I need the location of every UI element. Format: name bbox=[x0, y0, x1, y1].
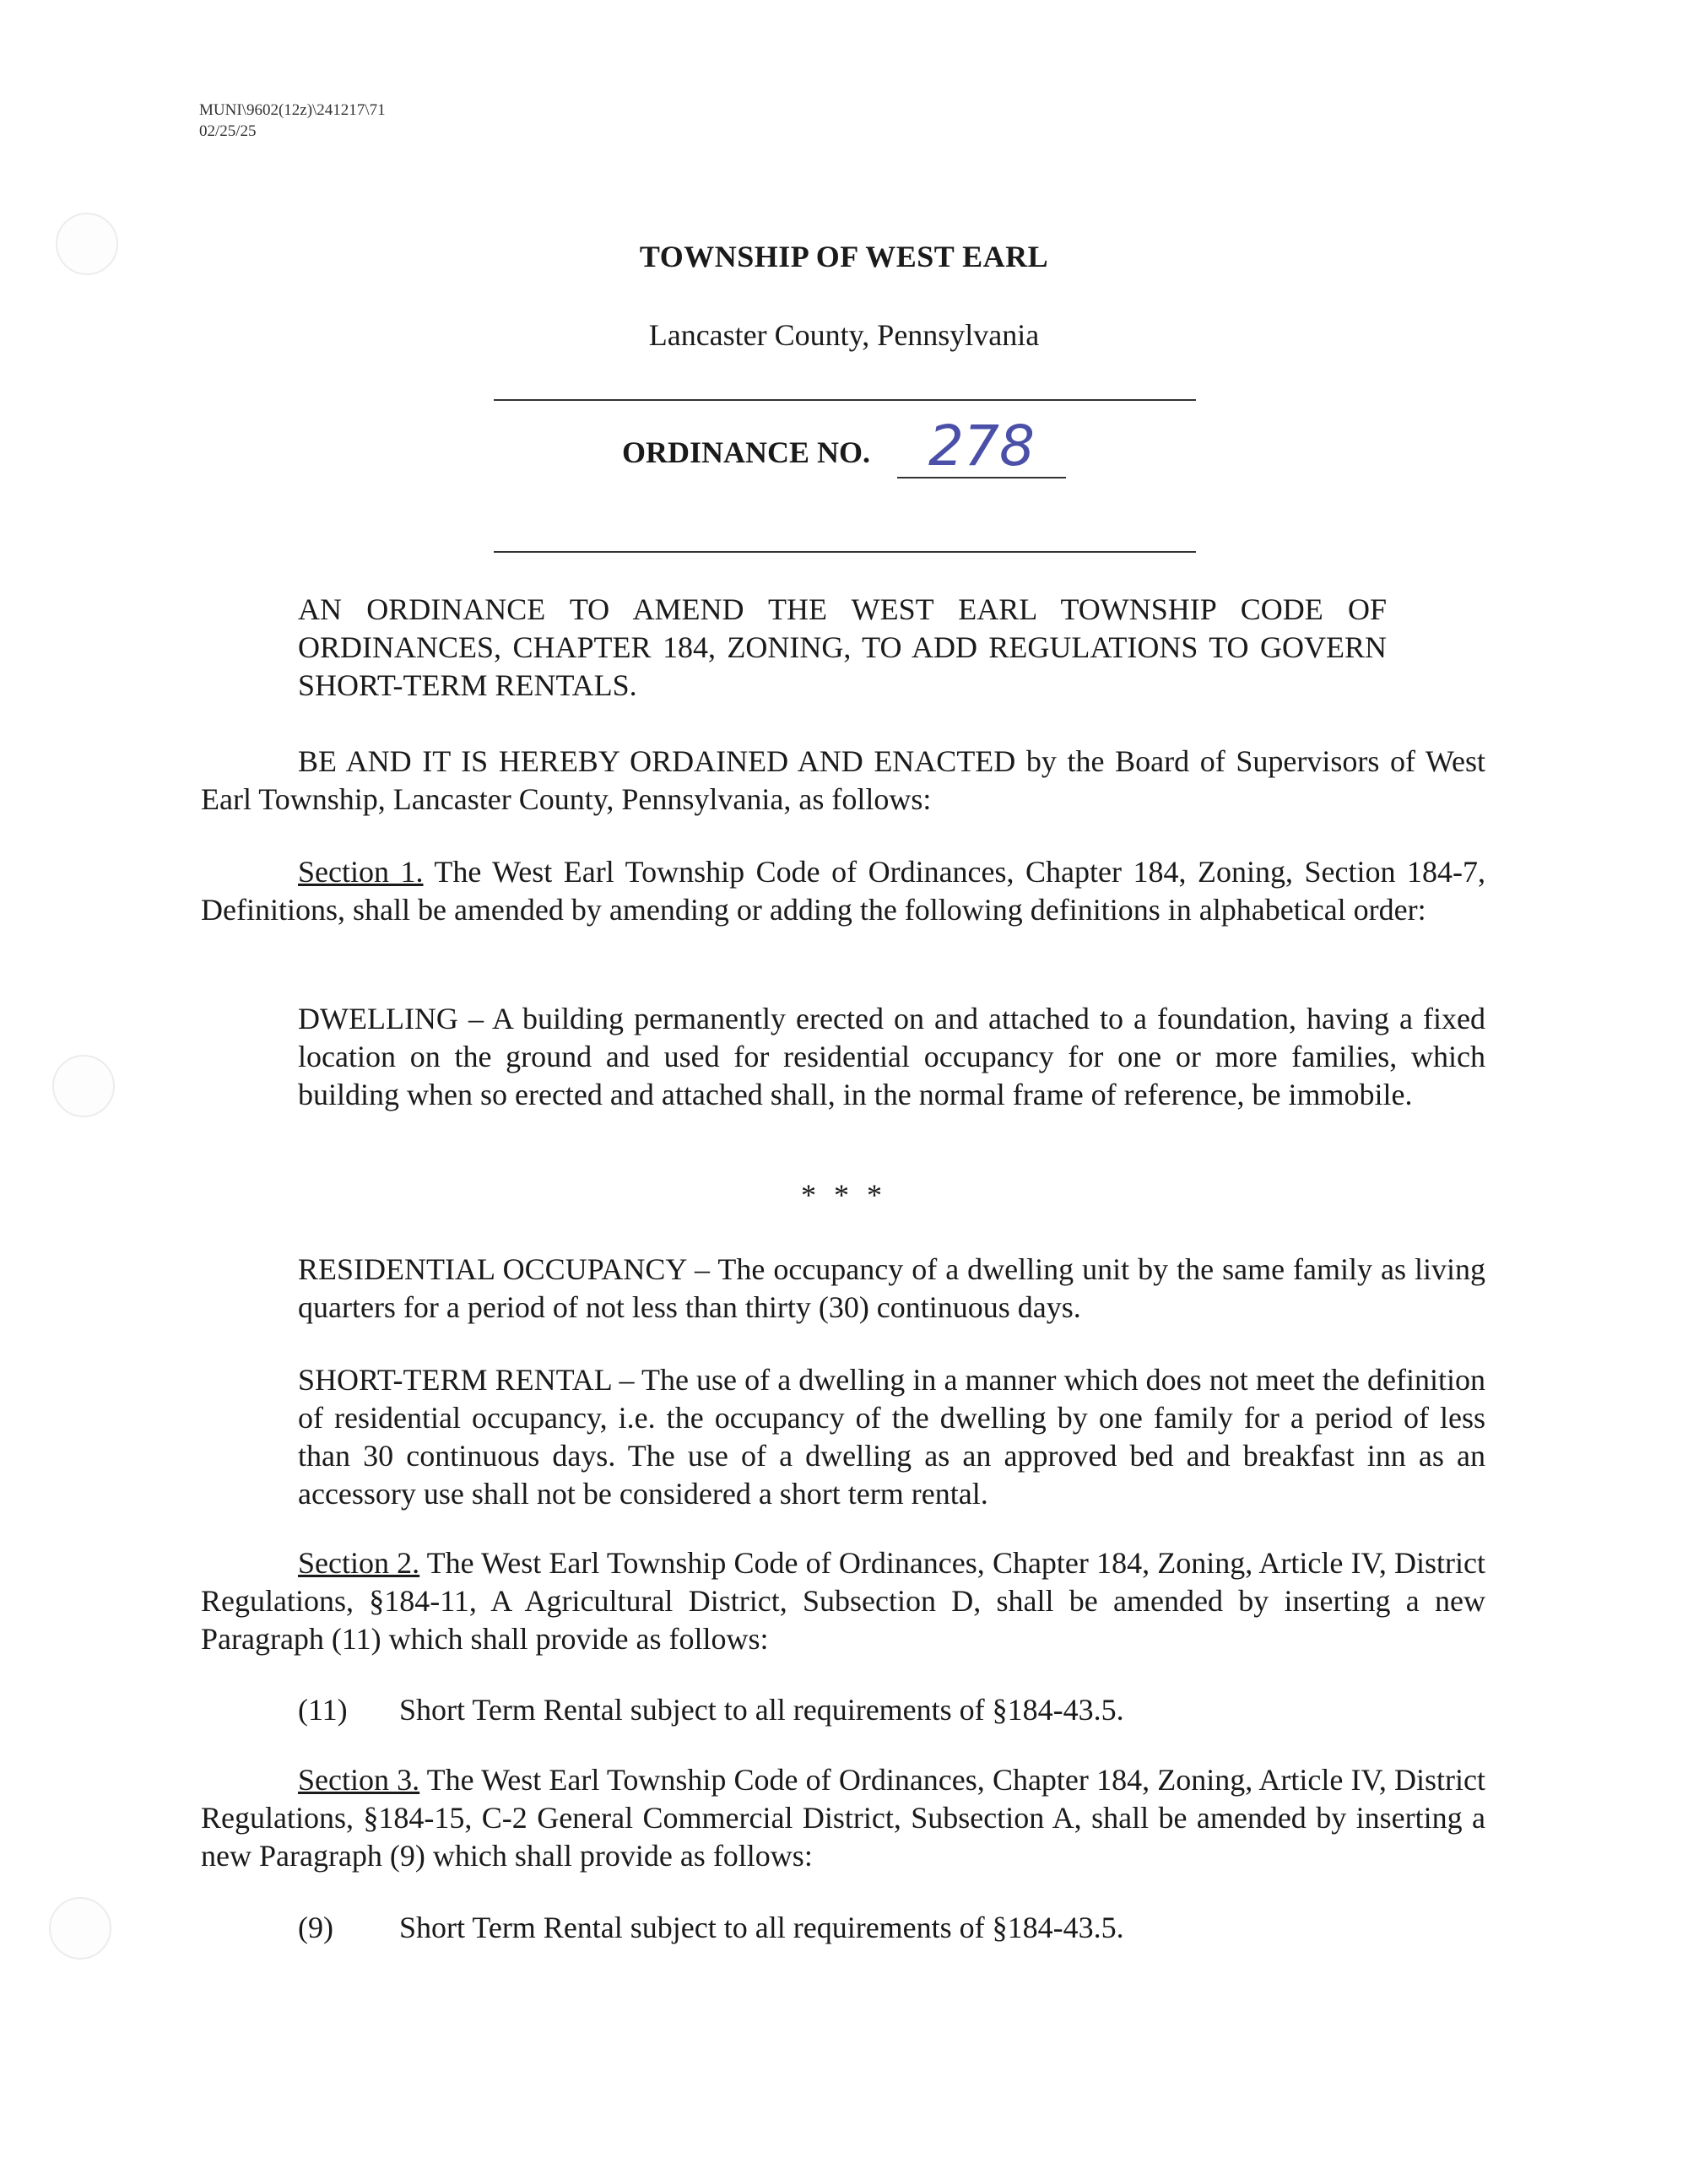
section-3-paragraph bbox=[298, 1909, 1124, 1947]
ordinance-number-blank bbox=[897, 477, 1066, 478]
section-1-text: The West Earl Township Code of Ordinances, Chapter 184, Zoning, Section 184-7, Definitions, shall be amended by amending or adding the following definitions in alphabetical order: bbox=[201, 855, 1485, 927]
file-ref-date: 02/25/25 bbox=[199, 122, 257, 140]
divider-top bbox=[494, 399, 1196, 401]
file-ref-code: MUNI\9602(12z)\241217\71 bbox=[199, 101, 386, 119]
punch-hole-bottom bbox=[49, 1897, 111, 1960]
section-3-heading: Section 3. bbox=[298, 1763, 420, 1797]
definition-short-term-rental: SHORT-TERM RENTAL – The use of a dwelling in a manner which does not meet the definition of residential occupancy, i.e. the occupancy of the dwelling by one family for a period of less than 30 continuous days. The use of a dwelling as an approved bed and breakfast inn as an accessory use shall not be considered a short term rental. bbox=[298, 1363, 1485, 1511]
enactment-clause bbox=[201, 743, 1485, 819]
ordinance-caption: AN ORDINANCE TO AMEND THE WEST EARL TOWNSHIP CODE OF ORDINANCES, CHAPTER 184, ZONING, TO ADD REGULATIONS TO GOVERN SHORT-TERM RENTALS. bbox=[298, 592, 1387, 702]
county-line: Lancaster County, Pennsylvania bbox=[648, 318, 1040, 352]
section-1 bbox=[201, 853, 1485, 929]
enactment-text: BE AND IT IS HEREBY ORDAINED AND ENACTED by the Board of Supervisors of West Earl Township, Lancaster County, Pennsylvania, as follows: bbox=[201, 744, 1485, 816]
definition-residential-occupancy: RESIDENTIAL OCCUPANCY – The occupancy of a dwelling unit by the same family as living quarters for a period of not less than thirty (30) continuous days. bbox=[298, 1252, 1485, 1324]
ordinance-number-handwritten: 278 bbox=[928, 414, 1035, 478]
punch-hole-middle bbox=[52, 1055, 115, 1117]
section-3-paragraph-number: (9) bbox=[298, 1911, 333, 1944]
divider-bottom bbox=[494, 551, 1196, 553]
section-3-paragraph-text: Short Term Rental subject to all requirements of §184-43.5. bbox=[399, 1911, 1124, 1944]
township-title: TOWNSHIP OF WEST EARL bbox=[639, 240, 1049, 273]
section-2-text: The West Earl Township Code of Ordinances, Chapter 184, Zoning, Article IV, District Regulations, §184-11, A Agricultural District, Subsection D, shall be amended by inserting a new Paragraph (11) which shall provide as follows: bbox=[201, 1546, 1486, 1656]
definition-dwelling: DWELLING – A building permanently erected on and attached to a foundation, having a fixed location on the ground and used for residential occupancy for one or more families, which building when so erected and attached shall, in the normal frame of reference, be immobile. bbox=[298, 1002, 1485, 1111]
section-2-paragraph bbox=[298, 1691, 1124, 1729]
section-2-heading: Section 2. bbox=[298, 1546, 420, 1580]
file-reference bbox=[199, 100, 386, 142]
section-2-paragraph-number: (11) bbox=[298, 1693, 348, 1727]
ordinance-label: ORDINANCE NO. bbox=[622, 435, 871, 469]
section-2-paragraph-text: Short Term Rental subject to all requirements of §184-43.5. bbox=[399, 1693, 1124, 1727]
section-3-text: The West Earl Township Code of Ordinances, Chapter 184, Zoning, Article IV, District Regulations, §184-15, C-2 General Commercial District, Subsection A, shall be amended by inserting a new Paragraph (9) which shall provide as follows: bbox=[201, 1763, 1486, 1873]
section-2 bbox=[201, 1544, 1485, 1658]
definition-separator: * * * bbox=[801, 1178, 887, 1212]
section-3 bbox=[201, 1761, 1485, 1875]
section-1-heading: Section 1. bbox=[298, 855, 424, 889]
